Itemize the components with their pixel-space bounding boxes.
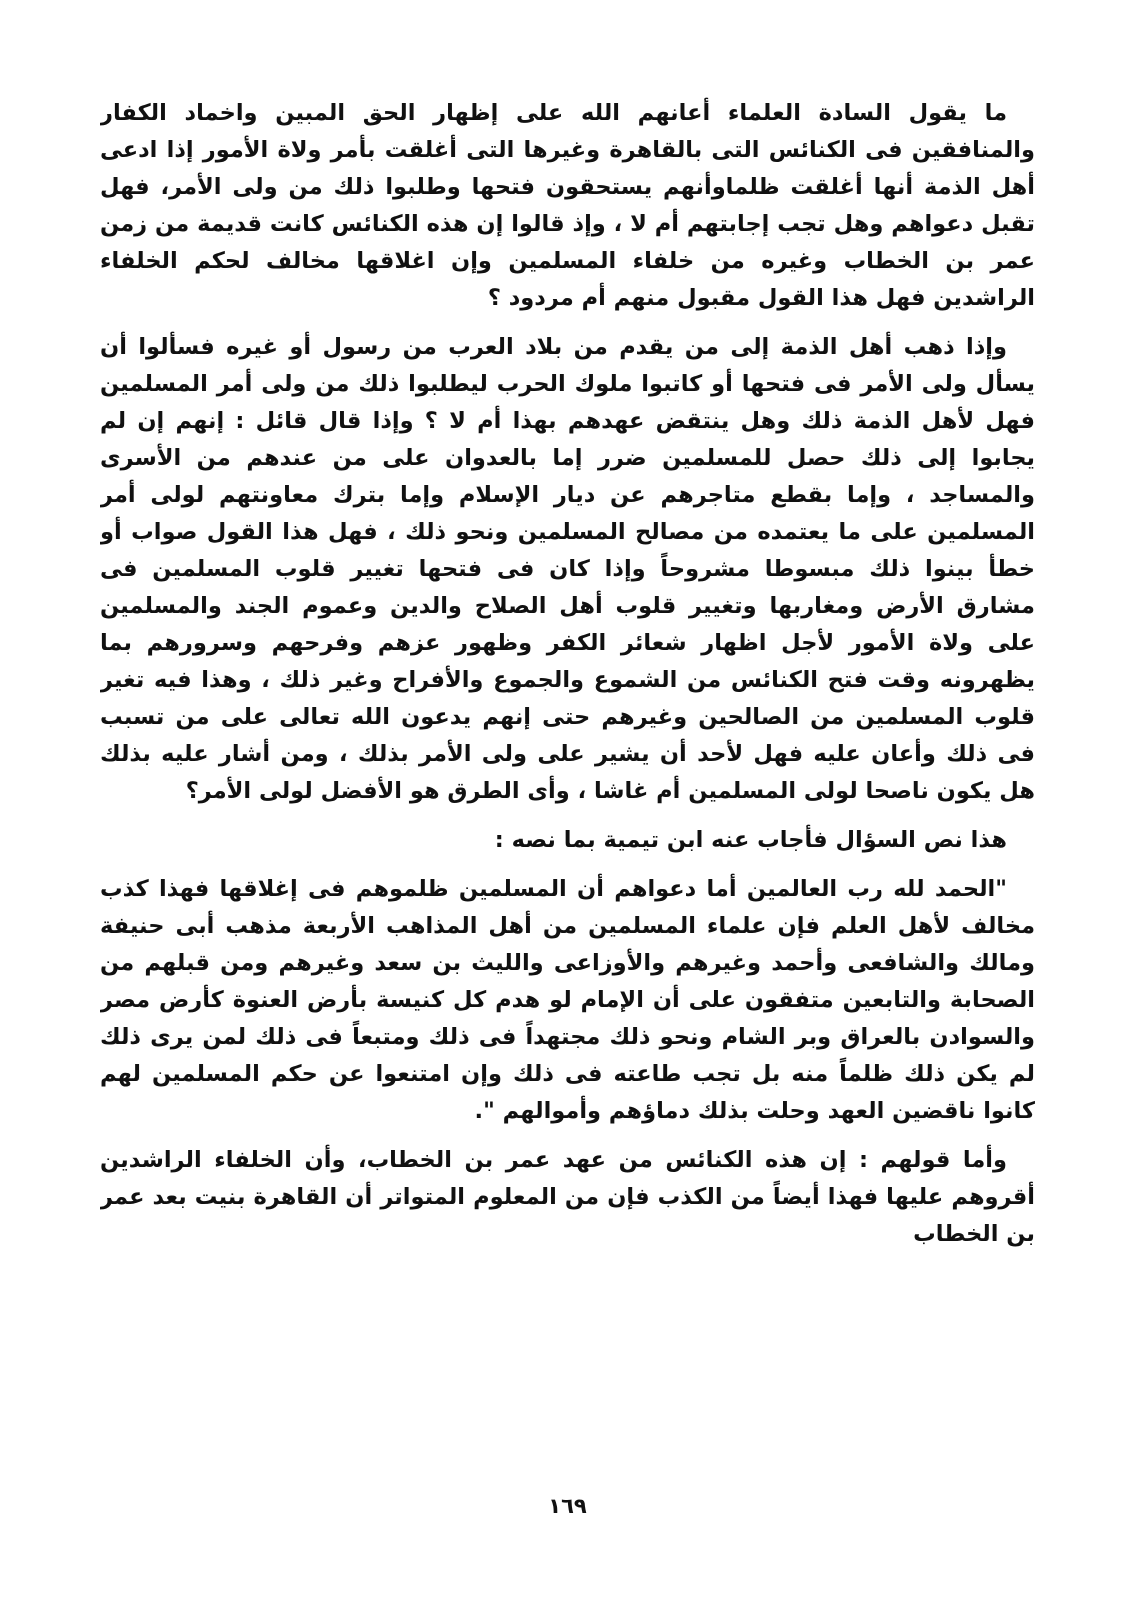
- document-page: [100, 95, 1035, 1535]
- paragraph-question-continued: وإذا ذهب أهل الذمة إلى من يقدم من بلاد العرب من رسول أو غيره فسألوا أن يسأل ولى الأمر فى فتحها أو كاتبوا ملوك الحرب ليطلبوا ذلك من ولى أمر المسلمين فهل لأهل الذمة ذلك وهل ينتقض عهدهم بهذا أم لا ؟ وإذا قال قائل : إنهم إن لم يجابوا إلى ذلك حصل للمسلمين ضرر إما بالعدوان على من عندهم من الأسرى والمساجد ، وإما بقطع متاجرهم عن ديار الإسلام وإما بترك معاونتهم لولى أمر المسلمين على ما يعتمده من مصالح المسلمين ونحو ذلك ، فهل هذا القول صواب أو خطأ بينوا ذلك مبسوطا مشروحاً وإذا كان فى فتحها تغيير قلوب المسلمين فى مشارق الأرض ومغاربها وتغيير قلوب أهل الصلاح والدين وعموم الجند والمسلمين على ولاة الأمور لأجل اظهار شعائر الكفر وظهور عزهم وفرحهم وسرورهم بما يظهرونه وقت فتح الكنائس من الشموع والجموع والأفراح وغير ذلك ، وهذا فيه تغير قلوب المسلمين من الصالحين وغيرهم حتى إنهم يدعون الله تعالى على من تسبب فى ذلك وأعان عليه فهل لأحد أن يشير على ولى الأمر بذلك ، ومن أشار عليه بذلك هل يكون ناصحا لولى المسلمين أم غاشا ، وأى الطرق هو الأفضل لولى الأمر؟: [100, 334, 1035, 804]
- paragraph-answer-quote: "الحمد لله رب العالمين أما دعواهم أن المسلمين ظلموهم فى إغلاقها فهذا كذب مخالف لأهل العلم فإن علماء المسلمين من أهل المذاهب الأربعة مذهب أبى حنيفة ومالك والشافعى وأحمد وغيرهم والأوزاعى والليث بن سعد وغيرهم ومن قبلهم من الصحابة والتابعين متفقون على أن الإمام لو هدم كل كنيسة بأرض العنوة كأرض مصر والسوادن بالعراق وبر الشام ونحو ذلك مجتهداً فى ذلك ومتبعاً فى ذلك لمن يرى ذلك لم يكن ذلك ظلماً منه بل تجب طاعته فى ذلك وإن امتنعوا عن حكم المسلمين لهم كانوا ناقضين العهد وحلت بذلك دماؤهم وأموالهم ".: [100, 876, 1035, 1124]
- page-number: ١٦٩: [548, 1494, 587, 1518]
- paragraph-question: ما يقول السادة العلماء أعانهم الله على إظهار الحق المبين واخماد الكفار والمنافقين فى الكنائس التى بالقاهرة وغيرها التى أغلقت بأمر ولاة الأمور إذا ادعى أهل الذمة أنها أغلقت ظلماوأنهم يستحقون فتحها وطلبوا ذلك من ولى الأمر، فهل تقبل دعواهم وهل تجب إجابتهم أم لا ، وإذ قالوا إن هذه الكنائس كانت قديمة من زمن عمر بن الخطاب وغيره من خلفاء المسلمين وإن اغلاقها مخالف لحكم الخلفاء الراشدين فهل هذا القول مقبول منهم أم مردود ؟: [100, 100, 1035, 311]
- paragraph-answer-intro: هذا نص السؤال فأجاب عنه ابن تيمية بما نصه :: [494, 827, 1007, 853]
- paragraph-answer-continued: وأما قولهم : إن هذه الكنائس من عهد عمر بن الخطاب، وأن الخلفاء الراشدين أقروهم عليها فهذا أيضاً من الكذب فإن من المعلوم المتواتر أن القاهرة بنيت بعد عمر بن الخطاب: [100, 1147, 1035, 1247]
